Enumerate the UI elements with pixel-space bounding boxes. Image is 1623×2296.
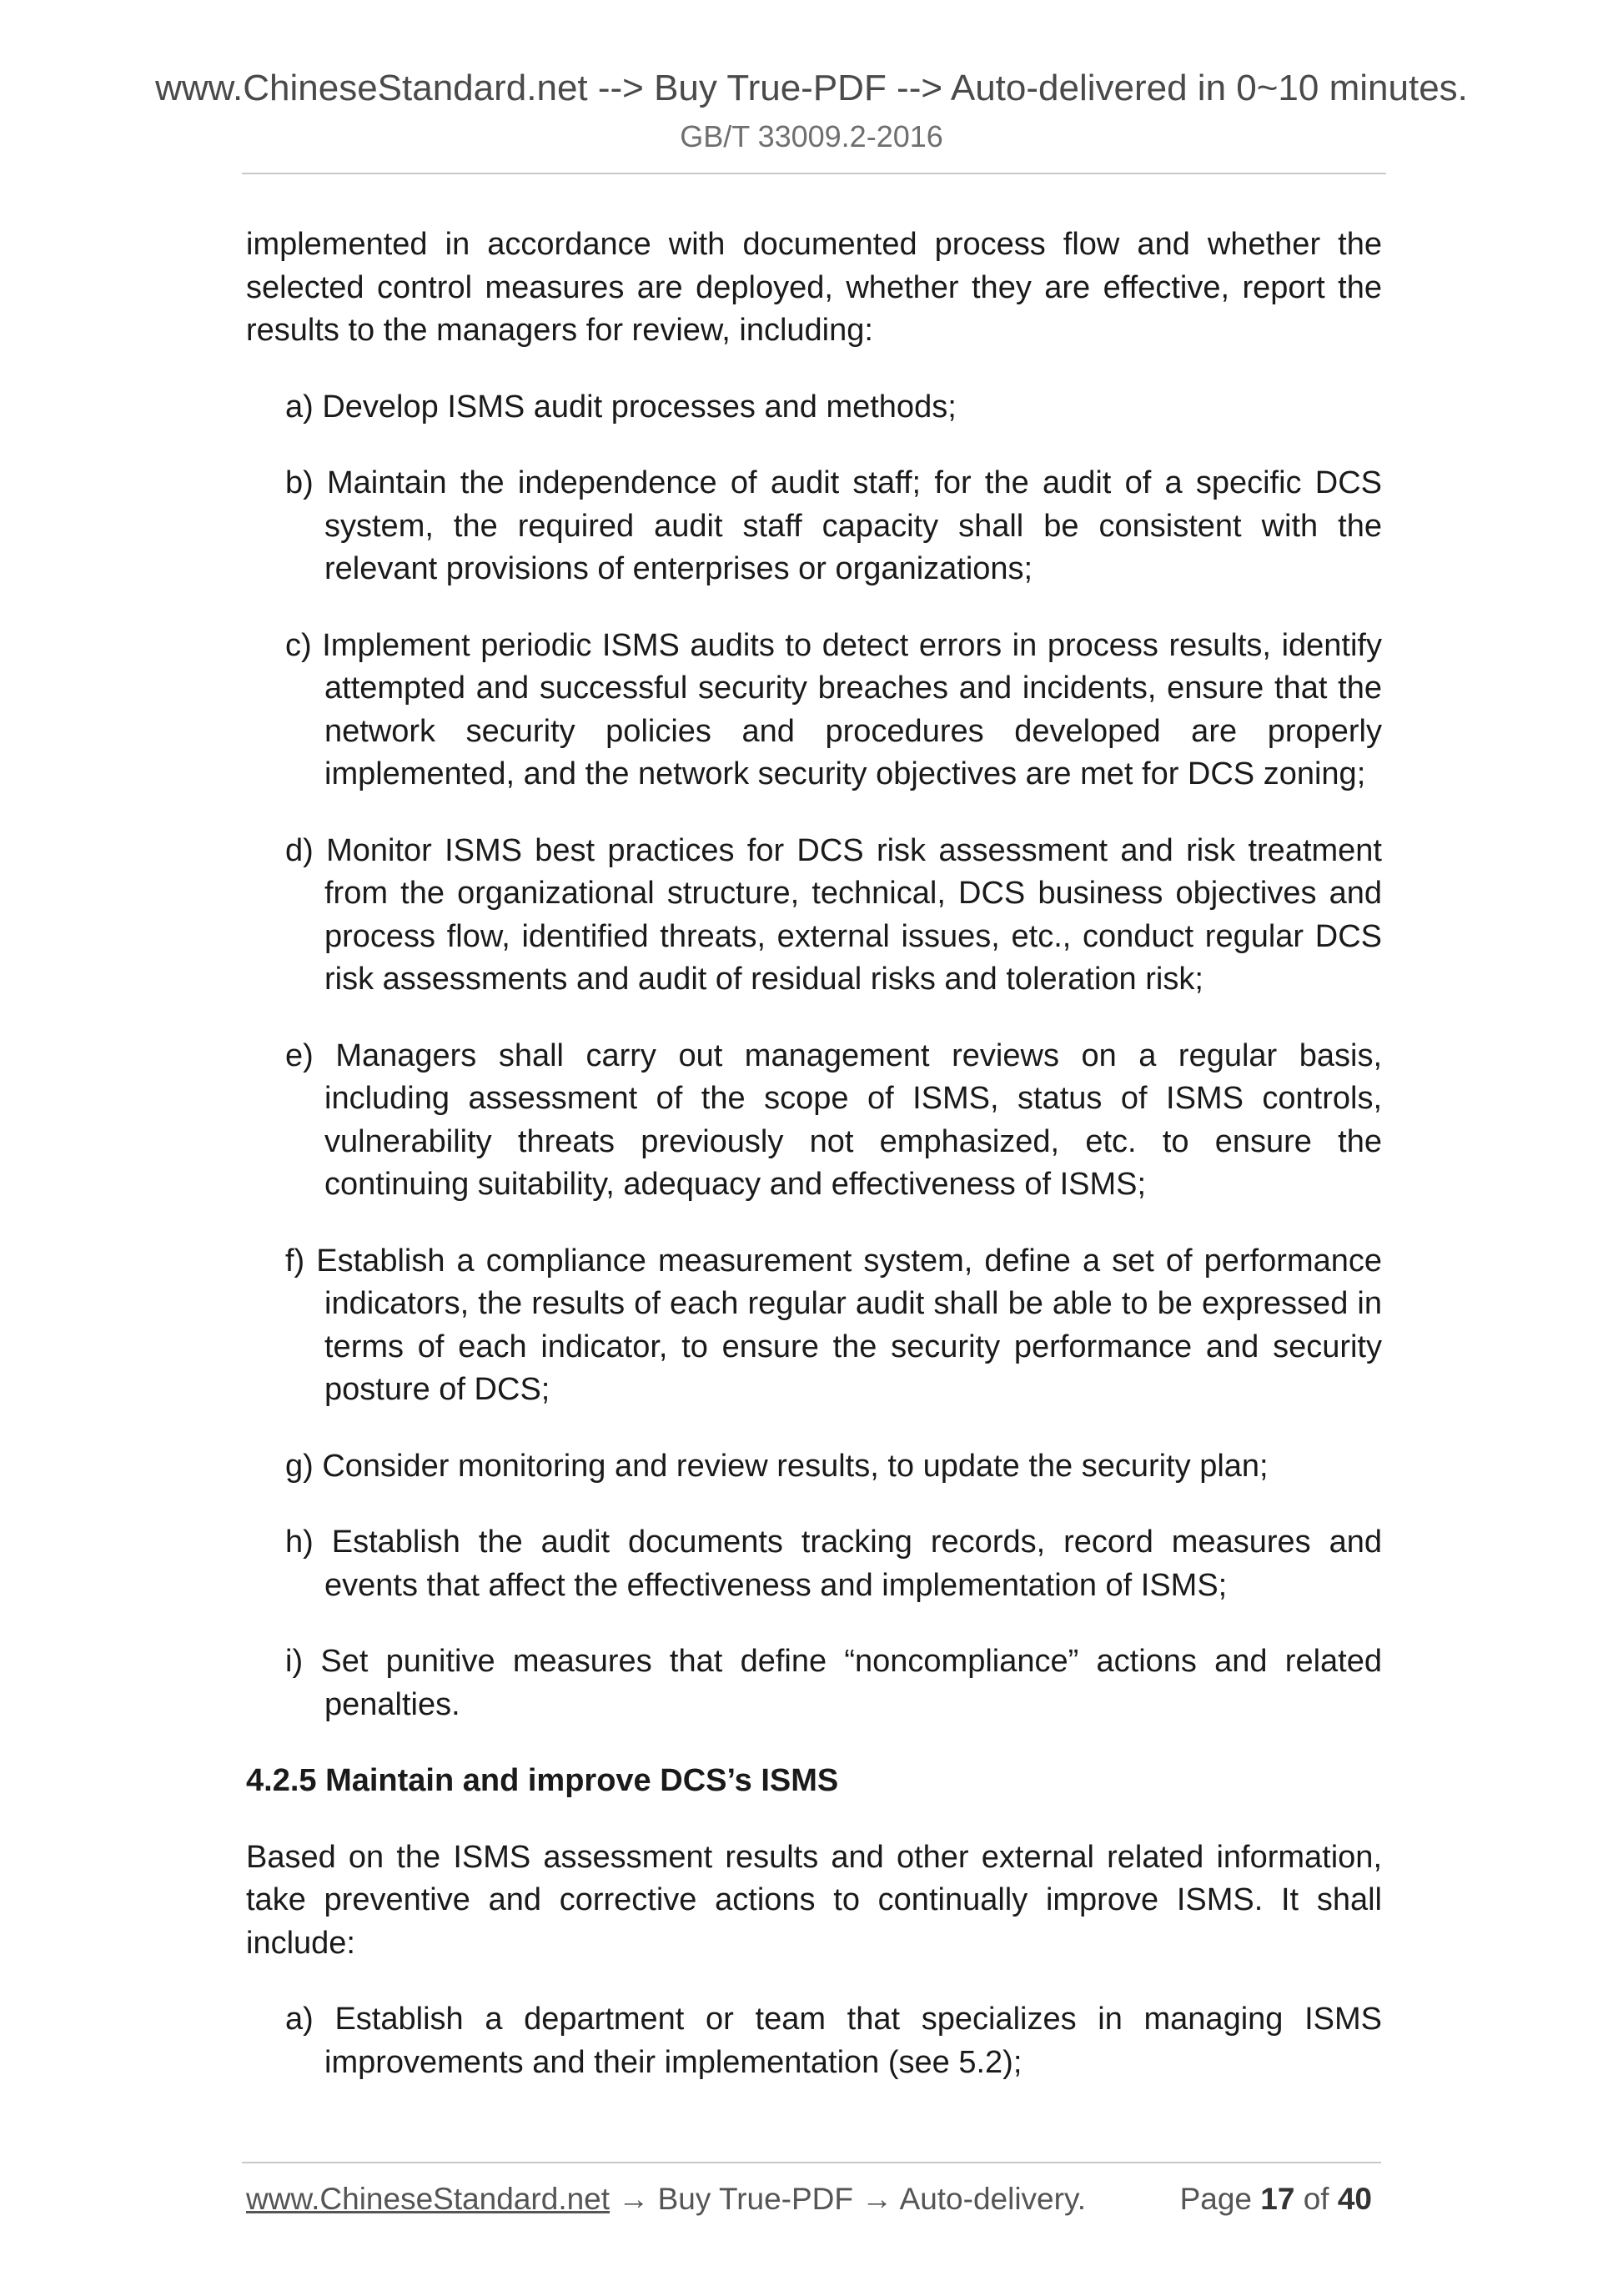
total-pages-number: 40: [1337, 2182, 1372, 2216]
page-body: [246, 224, 1382, 2118]
list-item-e: e) Managers shall carry out management reviews on a regular basis, including assessment of the scope of ISMS, status of ISMS controls, vulnerability threats previously not emphasized, etc. to ensure the continuing suitability, adequacy and effectiveness of ISMS;: [285, 1037, 1382, 1202]
page-indicator: [1180, 2178, 1372, 2220]
list-item-i: i) Set punitive measures that define “noncompliance” actions and related penalties.: [285, 1644, 1382, 1722]
section-intro-paragraph: Based on the ISMS assessment results and other external related information, take preventive and corrective actions to continually improve ISMS. It shall include:: [246, 1839, 1382, 1961]
footer-divider: [242, 2162, 1381, 2163]
list-item-d: d) Monitor ISMS best practices for DCS risk assessment and risk treatment from the organizational structure, technical, DCS business objectives and process flow, identified threats, external issues, etc., conduct regular DCS risk assessments and audit of residual risks and toleration risk;: [285, 832, 1382, 997]
of-label: of: [1294, 2182, 1338, 2216]
header-banner: www.ChineseStandard.net --> Buy True-PDF --> Auto-delivered in 0~10 minutes.: [155, 68, 1468, 108]
section-list-item-a: a) Establish a department or team that specializes in managing ISMS improvements and their implementation (see 5.2);: [285, 2002, 1382, 2080]
intro-paragraph: implemented in accordance with documented process flow and whether the selected control measures are deployed, whether they are effective, report the results to the managers for review, including:: [246, 227, 1382, 348]
current-page-number: 17: [1260, 2182, 1295, 2216]
list-item-g: g) Consider monitoring and review results, to update the security plan;: [285, 1448, 1269, 1484]
page-label: Page: [1179, 2182, 1261, 2216]
standard-number: GB/T 33009.2-2016: [680, 119, 943, 153]
list-item-f: f) Establish a compliance measurement system, define a set of performance indicators, the results of each regular audit shall be able to be expressed in terms of each indicator, to ensure the security performance and security posture of DCS;: [285, 1243, 1382, 1407]
section-heading: 4.2.5 Maintain and improve DCS’s ISMS: [246, 1763, 839, 1798]
list-item-c: c) Implement periodic ISMS audits to detect errors in process results, identify attempted and successful security breaches and incidents, ensure that the network security policies and procedures developed are properly implemented, and the network security objectives are met for DCS zoning;: [285, 627, 1382, 791]
page-footer: [246, 2178, 1382, 2220]
footer-site-link[interactable]: www.ChineseStandard.net: [246, 2182, 611, 2216]
list-item-h: h) Establish the audit documents tracking records, record measures and events that affect the effectiveness and implementation of ISMS;: [285, 1525, 1382, 1603]
footer-promo-text: → Buy True-PDF → Auto-delivery.: [610, 2182, 1086, 2216]
list-item-b: b) Maintain the independence of audit staff; for the audit of a specific DCS system, the required audit staff capacity shall be consistent with the relevant provisions of enterprises or organizations;: [285, 465, 1382, 586]
header-divider: [242, 173, 1386, 174]
list-item-a: a) Develop ISMS audit processes and methods;: [285, 389, 957, 425]
footer-promo: [246, 2178, 1086, 2220]
